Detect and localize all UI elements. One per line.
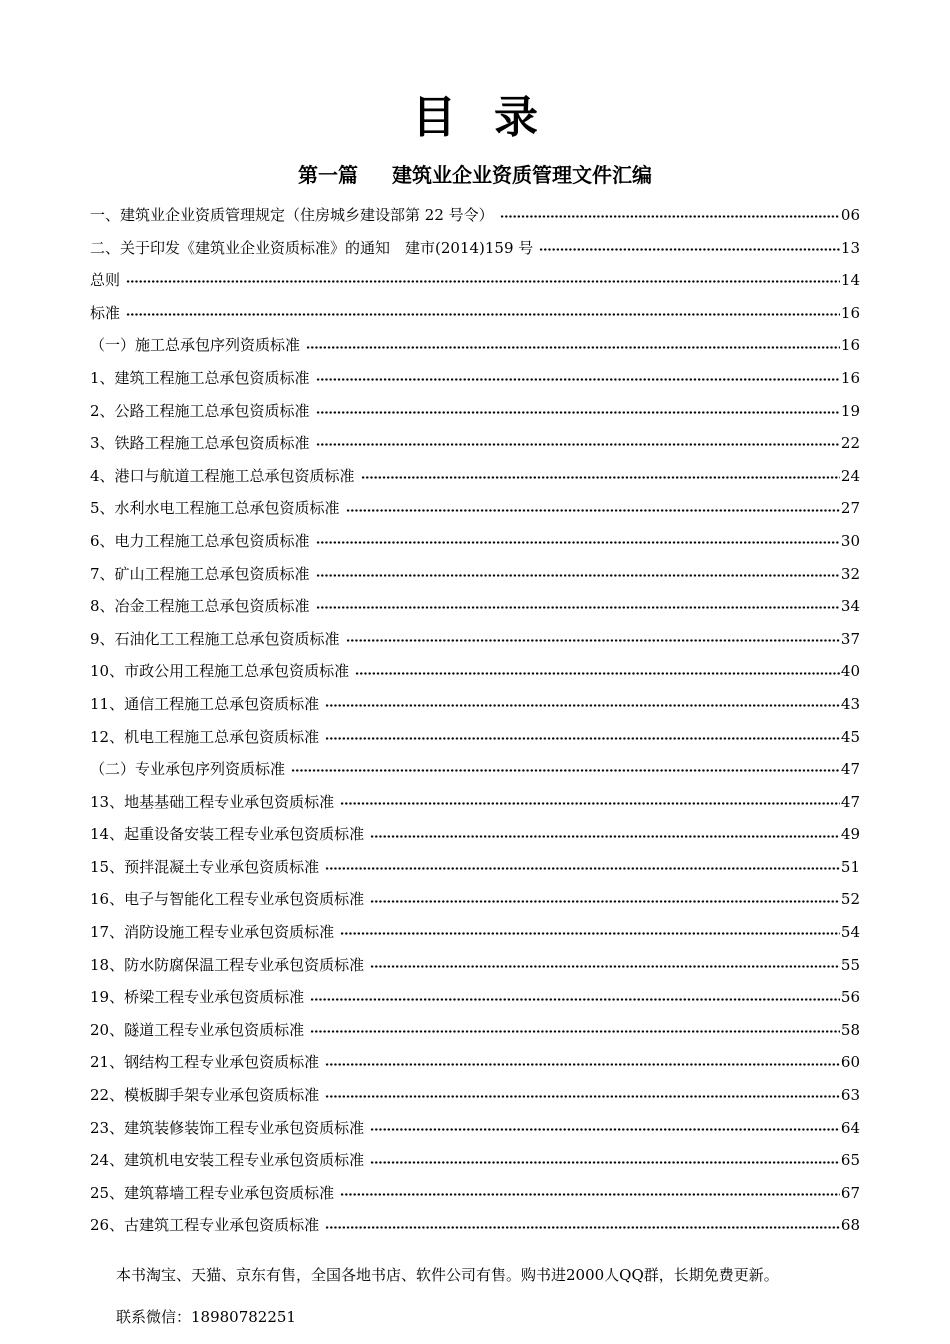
toc-dot-leader: [325, 697, 840, 711]
toc-entry[interactable]: [90, 492, 860, 525]
toc-entry-page-number: 13: [840, 238, 860, 257]
toc-dot-leader: [325, 730, 840, 744]
toc-entry-page-number: 68: [840, 1216, 860, 1235]
toc-entry[interactable]: [90, 264, 860, 297]
toc-entry-label: 2、公路工程施工总承包资质标准: [90, 401, 310, 420]
toc-entry[interactable]: [90, 623, 860, 656]
toc-dot-leader: [346, 502, 840, 516]
toc-dot-leader: [361, 469, 840, 483]
toc-dot-leader: [291, 762, 840, 776]
toc-dot-leader: [325, 1056, 840, 1070]
toc-entry[interactable]: [90, 297, 860, 330]
toc-entry[interactable]: [90, 1177, 860, 1210]
toc-entry[interactable]: [90, 362, 860, 395]
toc-entry[interactable]: [90, 655, 860, 688]
toc-entry-page-number: 55: [840, 955, 860, 974]
toc-entry-label: 20、隧道工程专业承包资质标准: [90, 1020, 305, 1039]
toc-entry-page-number: 49: [840, 825, 860, 844]
toc-dot-leader: [340, 925, 840, 939]
toc-entry-page-number: 45: [840, 727, 860, 746]
toc-entry-page-number: 24: [840, 466, 860, 485]
toc-entry-label: 14、起重设备安装工程专业承包资质标准: [90, 825, 365, 844]
toc-entry-page-number: 16: [840, 336, 860, 355]
section-heading: [0, 160, 950, 190]
section-name: 建筑业企业资质管理文件汇编: [392, 163, 652, 187]
toc-dot-leader: [316, 599, 840, 613]
toc-entry-label: 18、防水防腐保温工程专业承包资质标准: [90, 955, 365, 974]
toc-entry-label: 标准: [90, 303, 121, 322]
toc-entry[interactable]: [90, 1079, 860, 1112]
toc-entry[interactable]: [90, 981, 860, 1014]
toc-dot-leader: [325, 860, 840, 874]
toc-dot-leader: [370, 1154, 840, 1168]
toc-entry-page-number: 58: [840, 1020, 860, 1039]
table-of-contents: [90, 199, 860, 1242]
toc-dot-leader: [370, 958, 840, 972]
toc-entry[interactable]: [90, 558, 860, 591]
toc-dot-leader: [316, 404, 840, 418]
toc-entry-label: 23、建筑装修装饰工程专业承包资质标准: [90, 1118, 365, 1137]
toc-dot-leader: [539, 241, 840, 255]
toc-entry[interactable]: [90, 1144, 860, 1177]
toc-dot-leader: [126, 273, 840, 287]
toc-entry-label: 19、桥梁工程专业承包资质标准: [90, 988, 305, 1007]
toc-entry-label: 7、矿山工程施工总承包资质标准: [90, 564, 310, 583]
toc-entry-page-number: 47: [840, 760, 860, 779]
toc-entry-page-number: 27: [840, 499, 860, 518]
toc-entry-label: 1、建筑工程施工总承包资质标准: [90, 368, 310, 387]
toc-entry-page-number: 16: [840, 303, 860, 322]
toc-entry[interactable]: [90, 199, 860, 232]
toc-entry-page-number: 40: [840, 662, 860, 681]
toc-entry-label: 15、预拌混凝土专业承包资质标准: [90, 857, 320, 876]
toc-entry-label: 24、建筑机电安装工程专业承包资质标准: [90, 1151, 365, 1170]
toc-entry-label: 9、石油化工工程施工总承包资质标准: [90, 629, 340, 648]
toc-entry-label: 17、消防设施工程专业承包资质标准: [90, 923, 335, 942]
toc-entry[interactable]: [90, 525, 860, 558]
toc-entry[interactable]: [90, 721, 860, 754]
toc-entry[interactable]: [90, 1046, 860, 1079]
toc-entry-label: 13、地基基础工程专业承包资质标准: [90, 792, 335, 811]
toc-dot-leader: [316, 371, 840, 385]
page-title: 目录: [412, 92, 576, 143]
toc-entry-page-number: 63: [840, 1086, 860, 1105]
toc-entry[interactable]: [90, 329, 860, 362]
toc-dot-leader: [325, 1219, 840, 1233]
toc-dot-leader: [370, 828, 840, 842]
toc-entry-page-number: 30: [840, 531, 860, 550]
toc-entry-label: 25、建筑幕墙工程专业承包资质标准: [90, 1183, 335, 1202]
toc-entry-page-number: 54: [840, 923, 860, 942]
toc-dot-leader: [340, 795, 840, 809]
toc-dot-leader: [306, 339, 840, 353]
toc-entry[interactable]: [90, 1112, 860, 1145]
toc-entry[interactable]: [90, 460, 860, 493]
toc-entry-label: 二、关于印发《建筑业企业资质标准》的通知 建市(2014)159 号: [90, 238, 534, 257]
toc-entry[interactable]: [90, 688, 860, 721]
toc-dot-leader: [325, 1088, 840, 1102]
toc-entry-page-number: 60: [840, 1053, 860, 1072]
toc-entry[interactable]: [90, 851, 860, 884]
toc-dot-leader: [316, 534, 840, 548]
toc-entry-label: 一、建筑业企业资质管理规定（住房城乡建设部第 22 号令）: [90, 206, 494, 224]
toc-dot-leader: [370, 1121, 840, 1135]
toc-entry-label: 11、通信工程施工总承包资质标准: [90, 694, 320, 713]
toc-entry-label: 22、模板脚手架专业承包资质标准: [90, 1086, 320, 1105]
toc-entry[interactable]: [90, 753, 860, 786]
toc-entry[interactable]: [90, 818, 860, 851]
toc-entry-label: 8、冶金工程施工总承包资质标准: [90, 597, 310, 616]
toc-entry-label: 10、市政公用工程施工总承包资质标准: [90, 662, 350, 681]
toc-entry[interactable]: [90, 949, 860, 982]
toc-dot-leader: [316, 567, 840, 581]
toc-entry[interactable]: [90, 786, 860, 819]
toc-dot-leader: [310, 991, 840, 1005]
toc-entry[interactable]: [90, 395, 860, 428]
toc-dot-leader: [316, 436, 840, 450]
toc-dot-leader: [500, 208, 840, 222]
toc-dot-leader: [370, 893, 840, 907]
toc-entry[interactable]: [90, 1014, 860, 1047]
toc-entry-label: 4、港口与航道工程施工总承包资质标准: [90, 466, 355, 485]
toc-dot-leader: [346, 632, 840, 646]
toc-entry-page-number: 43: [840, 694, 860, 713]
toc-entry-label: 12、机电工程施工总承包资质标准: [90, 727, 320, 746]
contact-line: 联系微信：18980782251: [116, 1308, 296, 1326]
toc-entry-label: （二）专业承包序列资质标准: [90, 760, 286, 779]
toc-entry-label: 5、水利水电工程施工总承包资质标准: [90, 499, 340, 518]
toc-entry-page-number: 34: [840, 597, 860, 616]
toc-dot-leader: [340, 1186, 840, 1200]
toc-entry-label: 21、钢结构工程专业承包资质标准: [90, 1053, 320, 1072]
toc-dot-leader: [355, 665, 840, 679]
toc-entry-page-number: 22: [840, 434, 860, 453]
toc-entry-page-number: 14: [840, 271, 860, 290]
toc-entry-page-number: 06: [840, 206, 860, 224]
footer-note: 本书淘宝、天猫、京东有售，全国各地书店、软件公司有售。购书进2000人QQ群，长期免费更新。: [116, 1266, 779, 1284]
toc-entry-page-number: 19: [840, 401, 860, 420]
toc-entry[interactable]: [90, 427, 860, 460]
toc-entry-label: （一）施工总承包序列资质标准: [90, 336, 301, 355]
toc-entry-page-number: 64: [840, 1118, 860, 1137]
toc-entry-label: 6、电力工程施工总承包资质标准: [90, 531, 310, 550]
toc-entry[interactable]: [90, 232, 860, 265]
toc-entry-page-number: 47: [840, 792, 860, 811]
toc-entry-page-number: 16: [840, 368, 860, 387]
toc-entry[interactable]: [90, 590, 860, 623]
section-part-label: 第一篇: [298, 163, 358, 187]
toc-entry-page-number: 52: [840, 890, 860, 909]
toc-entry-label: 16、电子与智能化工程专业承包资质标准: [90, 890, 365, 909]
toc-entry-page-number: 56: [840, 988, 860, 1007]
toc-entry[interactable]: [90, 916, 860, 949]
toc-entry[interactable]: [90, 1209, 860, 1242]
toc-entry-page-number: 37: [840, 629, 860, 648]
toc-dot-leader: [310, 1023, 840, 1037]
toc-entry[interactable]: [90, 883, 860, 916]
toc-entry-page-number: 65: [840, 1151, 860, 1170]
toc-entry-page-number: 32: [840, 564, 860, 583]
toc-entry-label: 26、古建筑工程专业承包资质标准: [90, 1216, 320, 1235]
toc-entry-label: 3、铁路工程施工总承包资质标准: [90, 434, 310, 453]
toc-entry-page-number: 67: [840, 1183, 860, 1202]
toc-entry-label: 总则: [90, 271, 121, 290]
toc-dot-leader: [126, 306, 840, 320]
toc-entry-page-number: 51: [840, 857, 860, 876]
